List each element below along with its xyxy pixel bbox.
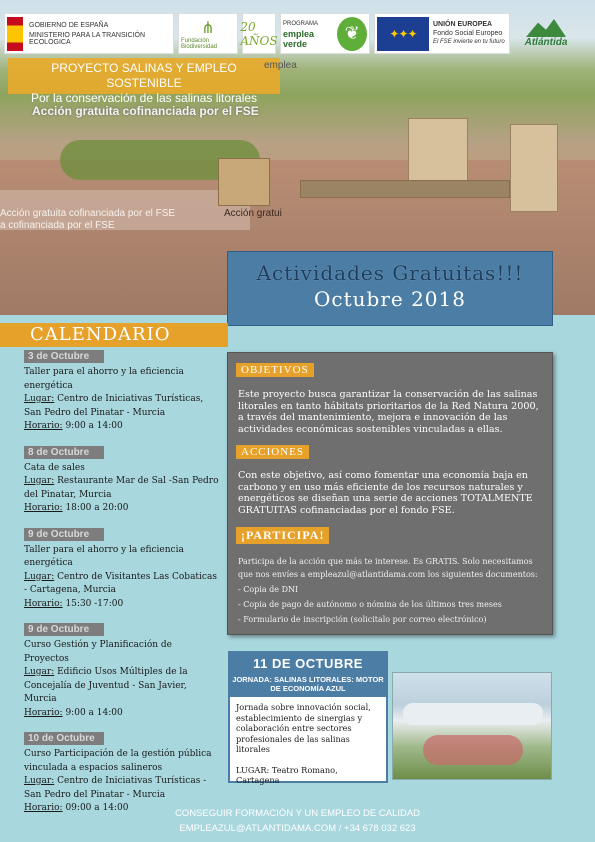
- acciones-label: ACCIONES: [236, 445, 309, 459]
- horario-label: Horario:: [24, 598, 63, 609]
- lugar-label: Lugar:: [24, 394, 55, 404]
- project-subtitle: Por la conservación de las salinas litorales: [30, 91, 258, 105]
- objetivos-label: OBJETIVOS: [236, 363, 314, 377]
- logo-bar: [4, 12, 591, 55]
- horario-label: Horario:: [24, 421, 63, 431]
- atlantida-text: Atlántida: [524, 37, 568, 48]
- eu-flag-icon: ✦✦✦: [377, 17, 429, 51]
- eu-motto: El FSE invierte en tu futuro: [433, 39, 505, 45]
- lugar-label: Lugar:: [24, 776, 55, 786]
- event-lugar: [24, 475, 219, 502]
- footer-contact[interactable]: EMPLEAZUL@ATLANTIDAMA.COM / +34 678 032 623: [179, 823, 416, 834]
- fundacion-logo: [178, 13, 238, 54]
- event-horario: [24, 707, 219, 721]
- project-banner: [8, 58, 280, 105]
- calendar-list: [24, 350, 219, 828]
- event-date: 9 de Octubre: [24, 528, 104, 541]
- event-date: 9 de Octubre: [24, 623, 104, 636]
- participa-label: ¡PARTICIPA!: [236, 527, 329, 544]
- event-lugar: [24, 775, 219, 802]
- activities-title-box: [227, 251, 553, 326]
- event-title: Taller para el ahorro y la eficiencia energética: [24, 367, 184, 391]
- calendar-event: [24, 446, 219, 516]
- lugar-value: Edificio Usos Múltiples de la Concejalía de Juventud - San Javier, Murcia: [24, 667, 188, 704]
- calendar-event: [24, 528, 219, 612]
- ministerio-text: MINISTERIO PARA LA TRANSICIÓN ECOLÓGICA: [29, 31, 146, 46]
- doc-item: - Copia de DNI: [238, 585, 299, 594]
- activities-title: Actividades Gratuitas!!!: [256, 261, 524, 285]
- event-title: Taller para el ahorro y la eficiencia energética: [24, 544, 184, 568]
- event-date: 3 de Octubre: [24, 350, 104, 363]
- participa-block: [238, 555, 543, 626]
- lugar-label: Lugar:: [24, 667, 55, 677]
- horario-value: 9:00 a 14:00: [65, 421, 123, 431]
- event-title: Cata de sales: [24, 462, 85, 473]
- lugar-value: Centro de Iniciativas Turísticas - San Pedro del Pinatar - Murcia: [24, 776, 207, 800]
- calendar-event: [24, 732, 219, 816]
- event-lugar: [24, 393, 219, 420]
- doc-item: - Copia de pago de autónomo o nómina de los últimos tres meses: [238, 600, 502, 609]
- footer: [0, 806, 595, 836]
- ghost-accion-text-4: Acción gratui: [224, 208, 282, 219]
- atlantida-logo: [514, 13, 578, 54]
- eu-title: UNIÓN EUROPEA: [433, 21, 493, 28]
- event-date: 10 de Octubre: [24, 732, 104, 745]
- jornada-description: Jornada sobre innovación social, establecimiento de sinergias y colaboración entre sectores profesionales de las salinas litorales: [236, 702, 371, 754]
- ghost-accion-text-3: a cofinanciada por el FSE: [0, 220, 115, 231]
- jornada-date: 11 DE OCTUBRE: [253, 656, 363, 671]
- horario-label: Horario:: [24, 503, 63, 513]
- lugar-label: Lugar:: [24, 571, 55, 582]
- event-date: 8 de Octubre: [24, 446, 104, 459]
- event-lugar: [24, 666, 219, 707]
- horario-label: Horario:: [24, 803, 63, 813]
- jornada-body: [230, 697, 386, 791]
- photo-post: [510, 124, 558, 212]
- footer-slogan: CONSEGUIR FORMACIÓN Y UN EMPLEO DE CALIDAD: [174, 808, 421, 819]
- calendar-event: [24, 350, 219, 434]
- mountain-icon: [526, 19, 566, 37]
- salinas-landscape-image: [392, 672, 552, 780]
- grass-icon: ⋔: [201, 19, 215, 37]
- fundacion-text: Fundación Biodiversidad: [181, 37, 218, 50]
- calendar-heading: CALENDARIO: [0, 323, 228, 347]
- event-horario: [24, 598, 219, 612]
- salinas-bush: [423, 735, 523, 765]
- gobierno-text: GOBIERNO DE ESPAÑA: [29, 21, 109, 29]
- ghost-accion-text: Acción gratuita cofinanciada por el FSE: [32, 104, 259, 118]
- objetivos-text: Este proyecto busca garantizar la conservación de las salinas litorales en tanto hábitats prioritarios de la Red Natura 2000, a través del mantenimiento, mejora e innovación de las actividades económicas sostenibles vinculadas a ellas.: [238, 389, 539, 435]
- jornada-location: LUGAR: Teatro Romano, Cartagena: [236, 764, 338, 785]
- horario-label: Horario:: [24, 707, 63, 718]
- emplea-verde-logo: [280, 13, 370, 54]
- ghost-accion-text-2: Acción gratuita cofinanciada por el FSE: [0, 208, 176, 219]
- eu-fund: Fondo Social Europeo: [433, 30, 503, 37]
- lugar-label: Lugar:: [24, 476, 55, 486]
- horario-value: 15:30 -17:00: [65, 598, 124, 609]
- acciones-text: Con este objetivo, así como fomentar una economía baja en carbono y en uso más eficiente de los recursos naturales y energéticos se diseñan una serie de acciones TOTALMENTE GRATUITAS cofinanciadas por el fondo FSE.: [238, 470, 533, 516]
- gobierno-logo: [4, 13, 174, 54]
- info-panel: [227, 352, 553, 635]
- spain-flag-icon: [7, 17, 23, 51]
- participa-text: Participa de la acción que más te interese. Es GRATIS. Solo necesitamos que nos envíes a empleazul@atlantidama.com los siguientes documentos:: [238, 557, 538, 579]
- activities-month: Octubre 2018: [314, 287, 466, 311]
- lugar-value: Centro de Iniciativas Turísticas, San Pedro del Pinatar - Murcia: [24, 394, 204, 418]
- salinas-water: [403, 703, 543, 725]
- emplea-text: emplea verde: [283, 28, 315, 49]
- jornada-box: [228, 651, 388, 783]
- jornada-header: [230, 653, 386, 697]
- horario-value: 09:00 a 14:00: [65, 803, 129, 813]
- anos-logo: 20 AÑOS: [242, 13, 276, 54]
- emplea-small-text: PROGRAMA: [283, 20, 319, 27]
- lugar-value: Restaurante Mar de Sal -San Pedro del Pinatar, Murcia: [24, 476, 219, 500]
- lugar-value: Centro de Visitantes Las Cobaticas - Cartagena, Murcia: [24, 571, 217, 595]
- ghost-emplea-text: emplea: [264, 60, 297, 71]
- event-lugar: [24, 571, 219, 598]
- photo-crate: [218, 158, 270, 206]
- jornada-subtitle: JORNADA: SALINAS LITORALES: MOTOR DE ECONOMÍA AZUL: [232, 675, 384, 693]
- horario-value: 18:00 a 20:00: [65, 503, 129, 513]
- calendar-event: [24, 623, 219, 720]
- event-title: Curso Participación de la gestión pública vinculada a espacios salineros: [24, 749, 212, 773]
- photo-bench: [300, 180, 510, 198]
- leaf-icon: ❦: [337, 17, 367, 51]
- project-title: PROYECTO SALINAS Y EMPLEO SOSTENIBLE: [51, 61, 237, 90]
- event-title: Curso Gestión y Planificación de Proyectos: [24, 640, 172, 664]
- horario-value: 9:00 a 14:00: [65, 707, 123, 718]
- doc-item: - Formulario de inscripción (solicitalo por correo electrónico): [238, 615, 487, 624]
- event-horario: [24, 502, 219, 516]
- eu-logo: [374, 13, 510, 54]
- event-horario: [24, 420, 219, 434]
